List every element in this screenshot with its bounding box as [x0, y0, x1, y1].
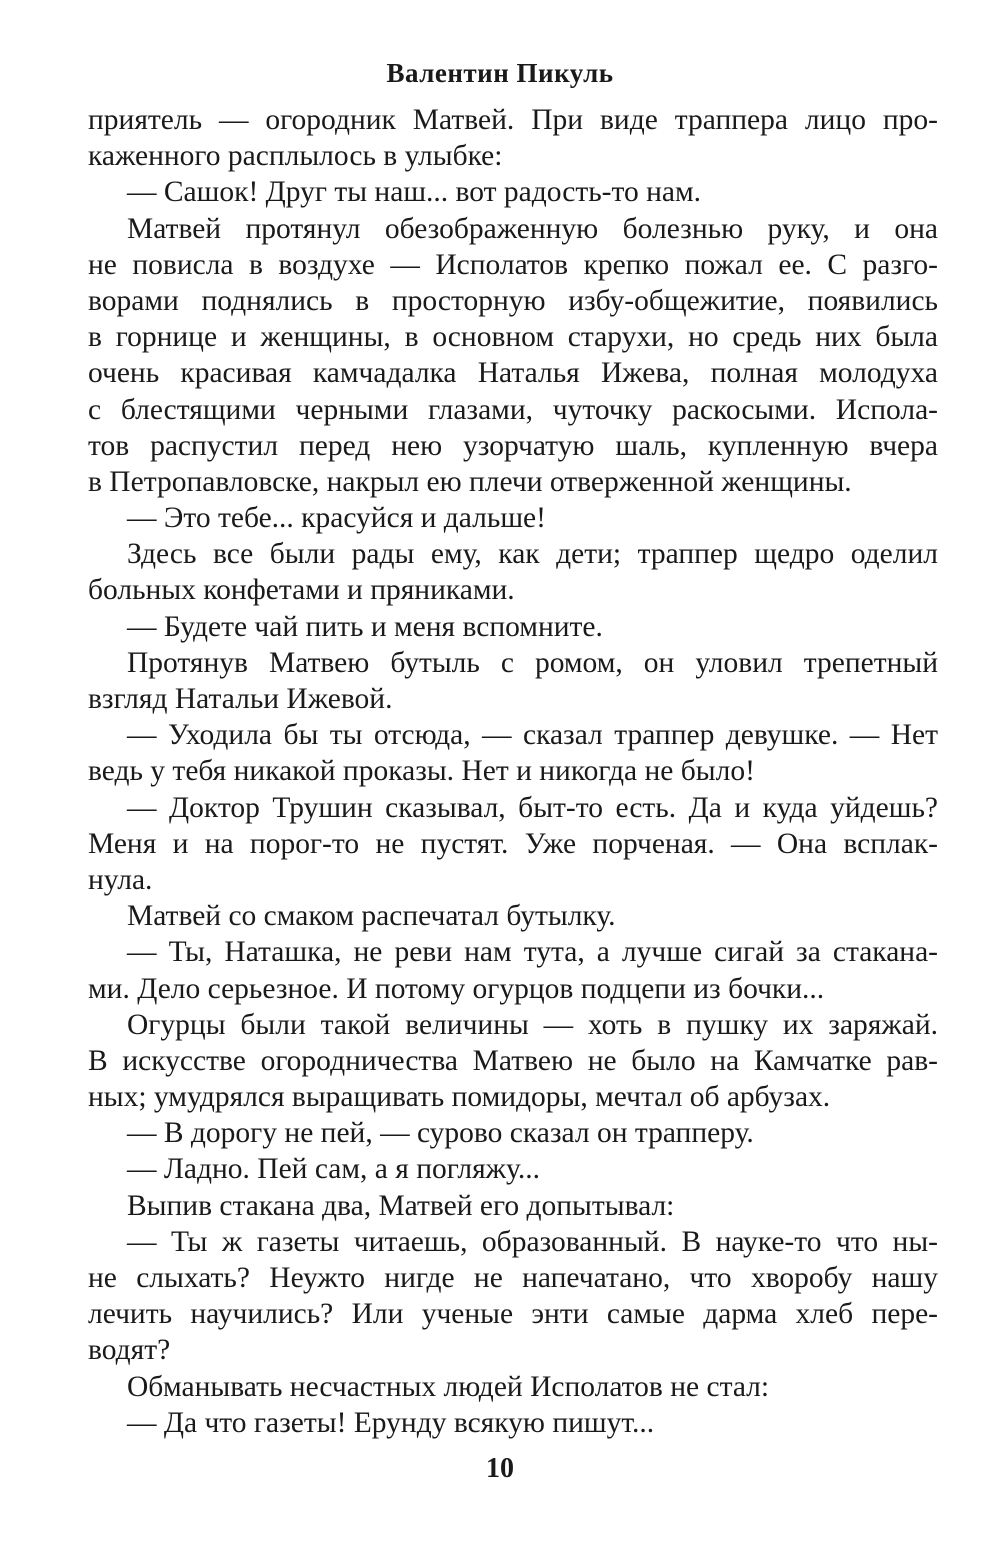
text-line: ных; умудрялся выращивать помидоры, мечтал об арбузах.: [88, 1081, 831, 1114]
text-line: каженного расплылось в улыбке:: [88, 140, 503, 173]
text-line: Протянув Матвею бутыль с ромом, он уловил трепетный: [127, 646, 938, 679]
body-text: [88, 102, 938, 1441]
text-line: — Ты ж газеты читаешь, образованный. В науке-то что ны-: [127, 1225, 938, 1258]
text-line: — Доктор Трушин сказывал, быт-то есть. Да и куда уйдешь?: [127, 791, 938, 824]
text-line: Матвей протянул обезображенную болезнью руку, и она: [127, 212, 938, 245]
text-line: — В дорогу не пей, — сурово сказал он трапперу.: [127, 1117, 754, 1150]
running-head-author: Валентин Пикуль: [386, 58, 614, 88]
text-line: больных конфетами и пряниками.: [88, 574, 515, 607]
text-line: — Уходила бы ты отсюда, — сказал траппер девушке. — Нет: [127, 719, 938, 752]
page-number: 10: [486, 1453, 514, 1484]
text-line: не повисла в воздухе — Исполатов крепко пожал ее. С разго-: [88, 248, 938, 281]
text-line: — Да что газеты! Ерунду всякую пишут...: [127, 1406, 655, 1439]
text-line: Выпив стакана два, Матвей его допытывал:: [127, 1189, 675, 1222]
text-line: — Ладно. Пей сам, а я погляжу...: [127, 1153, 540, 1186]
text-line: нула.: [88, 863, 153, 896]
text-line: — Ты, Наташка, не реви нам тута, а лучше сигай за стакана-: [127, 936, 938, 969]
text-line: в горнице и женщины, в основном старухи, но средь них была: [88, 321, 938, 354]
text-line: Здесь все были рады ему, как дети; траппер щедро оделил: [127, 538, 938, 571]
text-line: — Это тебе... красуйся и дальше!: [127, 502, 546, 535]
text-line: взгляд Натальи Ижевой.: [88, 683, 393, 715]
text-line: ми. Дело серьезное. И потому огурцов подцепи из бочки...: [88, 972, 825, 1005]
text-line: ворами поднялись в просторную избу-общежитие, появились: [88, 284, 938, 317]
text-line: с блестящими черными глазами, чуточку раскосыми. Испола-: [88, 393, 938, 426]
text-line: ведь у тебя никакой проказы. Нет и никогда не было!: [88, 755, 755, 788]
text-line: В искусстве огородничества Матвею не было на Камчатке рав-: [88, 1044, 938, 1077]
text-line: Меня и на порог-то не пустят. Уже порченая. — Она всплак-: [88, 827, 938, 860]
text-line: — Будете чай пить и меня вспомните.: [127, 610, 603, 643]
text-line: лечить научились? Или ученые энти самые дарма хлеб пере-: [88, 1298, 938, 1331]
text-line: Обманывать несчастных людей Исполатов не стал:: [127, 1370, 770, 1403]
text-line: Огурцы были такой величины — хоть в пушку их заряжай.: [127, 1008, 938, 1041]
text-line: Матвей со смаком распечатал бутылку.: [127, 900, 616, 933]
text-line: — Сашок! Друг ты наш... вот радость-то нам.: [127, 176, 702, 209]
text-line: в Петропавловске, накрыл ею плечи отверженной женщины.: [88, 465, 852, 498]
text-line: водят?: [88, 1334, 171, 1367]
text-line: тов распустил перед нею узорчатую шаль, купленную вчера: [88, 429, 938, 462]
text-line: очень красивая камчадалка Наталья Ижева, полная молодуха: [88, 357, 938, 390]
text-line: не слыхать? Неужто нигде не напечатано, что хворобу нашу: [88, 1262, 938, 1294]
text-line: приятель — огородник Матвей. При виде траппера лицо про-: [88, 104, 938, 136]
